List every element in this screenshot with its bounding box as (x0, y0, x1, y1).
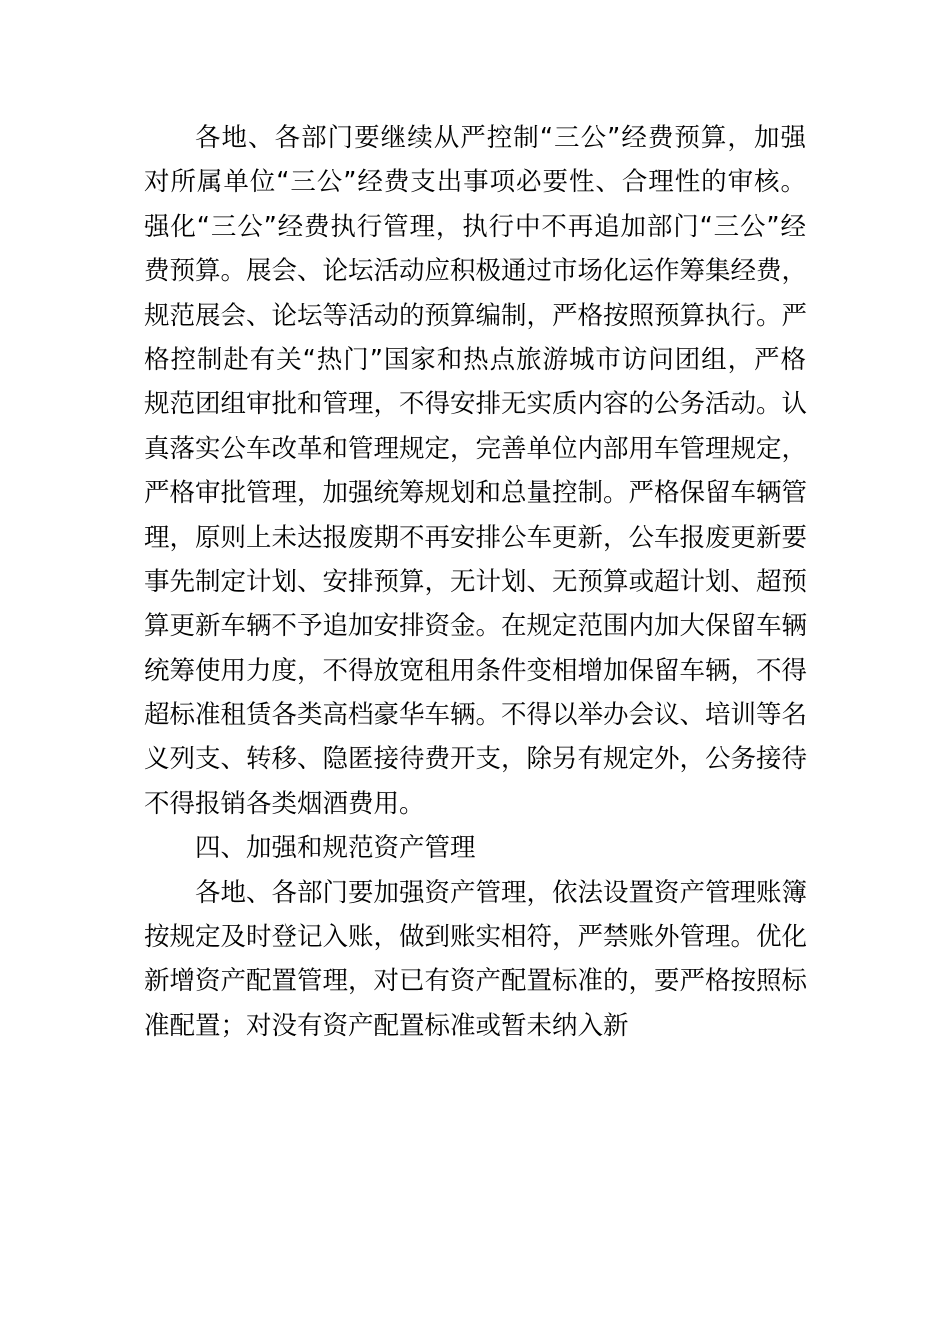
paragraph-1-line: 真落实公车改革和管理规定，完善单位内部用车管理规定， (144, 433, 808, 464)
paragraph-1-line: 强化“三公”经费执行管理，执行中不再追加部门“三公”经 (144, 211, 806, 242)
paragraph-1-line: 各地、各部门要继续从严控制“三公”经费预算，加强 (195, 123, 806, 153)
paragraph-1-line: 统筹使用力度，不得放宽租用条件变相增加保留车辆，不得 (144, 655, 808, 686)
paragraph-1-line: 费预算。展会、论坛活动应积极通过市场化运作筹集经费， (144, 256, 808, 287)
paragraph-1-line: 超标准租赁各类高档豪华车辆。不得以举办会议、培训等名 (144, 700, 808, 731)
paragraph-1-line: 不得报销各类烟酒费用。 (144, 788, 425, 819)
paragraph-1-line: 规范团组审批和管理，不得安排无实质内容的公务活动。认 (144, 389, 808, 420)
paragraph-2-line: 准配置；对没有资产配置标准或暂未纳入新 (144, 1010, 629, 1041)
paragraph-1-line: 义列支、转移、隐匿接待费开支，除另有规定外，公务接待 (144, 744, 808, 775)
paragraph-1-line: 理，原则上未达报废期不再安排公车更新，公车报废更新要 (144, 522, 808, 553)
paragraph-2-line: 各地、各部门要加强资产管理，依法设置资产管理账簿 (195, 877, 808, 908)
paragraph-1-line: 严格审批管理，加强统筹规划和总量控制。严格保留车辆管 (144, 478, 808, 509)
paragraph-2-line: 按规定及时登记入账，做到账实相符，严禁账外管理。优化 (144, 922, 808, 953)
document-body (144, 116, 806, 1048)
paragraph-1-line: 对所属单位“三公”经费支出事项必要性、合理性的审核。 (144, 167, 806, 198)
paragraph-1-line: 算更新车辆不予追加安排资金。在规定范围内加大保留车辆 (144, 611, 808, 642)
section-heading: 四、加强和规范资产管理 (195, 833, 476, 864)
paragraph-2-line: 新增资产配置管理，对已有资产配置标准的，要严格按照标 (144, 966, 808, 997)
paragraph-1-line: 规范展会、论坛等活动的预算编制，严格按照预算执行。严 (144, 300, 808, 331)
paragraph-1-line: 格控制赴有关“热门”国家和热点旅游城市访问团组，严格 (144, 344, 806, 375)
paragraph-1-line: 事先制定计划、安排预算，无计划、无预算或超计划、超预 (144, 566, 808, 597)
